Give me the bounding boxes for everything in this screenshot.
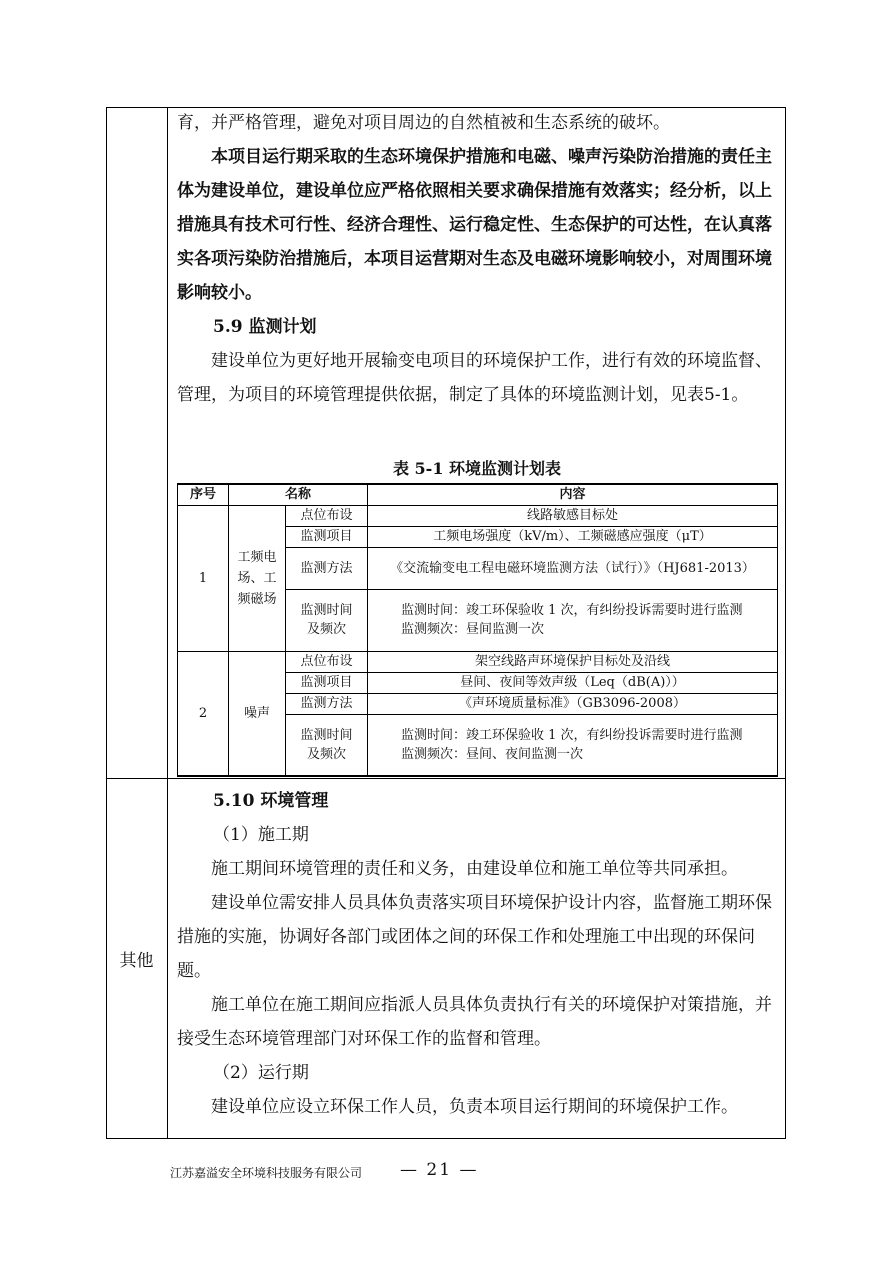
row2-freq: 监测频次：昼间、夜间监测一次 bbox=[401, 746, 584, 762]
subheading-construction: （1）施工期 bbox=[213, 825, 309, 845]
subheading-operation: （2）运行期 bbox=[213, 1063, 309, 1083]
row1-key: 监测方法 bbox=[286, 547, 368, 589]
column-divider bbox=[167, 107, 168, 1139]
row2-key: 监测项目 bbox=[286, 672, 368, 693]
row2-key: 监测方法 bbox=[286, 693, 368, 714]
row2-name: 噪声 bbox=[229, 651, 286, 776]
table-title: 表 5-1 环境监测计划表 bbox=[392, 459, 562, 478]
row1-value bbox=[368, 589, 778, 651]
footer-company: 江苏嘉溢安全环境科技服务有限公司 bbox=[170, 1166, 363, 1180]
table-row bbox=[178, 505, 778, 526]
row1-key: 点位布设 bbox=[286, 505, 368, 526]
monitoring-table bbox=[177, 483, 778, 777]
header-content: 内容 bbox=[368, 484, 778, 505]
table-row bbox=[178, 651, 778, 672]
header-name: 名称 bbox=[229, 484, 368, 505]
row2-value: 昼间、夜间等效声级（Leq（dB(A)）） bbox=[368, 672, 778, 693]
row1-value: 线路敏感目标处 bbox=[368, 505, 778, 526]
row1-freq: 监测频次：昼间监测一次 bbox=[401, 622, 545, 637]
heading-5-9: 5.9 监测计划 bbox=[213, 317, 317, 337]
continued-line: 育，并严格管理，避免对项目周边的自然植被和生态系统的破坏。 bbox=[177, 113, 670, 133]
monitoring-paragraph: 建设单位为更好地开展输变电项目的环境保护工作，进行有效的环境监督、管理，为项目的环境管理提供依据，制定了具体的环境监测计划，见表5-1。 bbox=[177, 351, 772, 405]
row2-key: 点位布设 bbox=[286, 651, 368, 672]
table-header-row bbox=[178, 484, 778, 505]
row2-value: 《声环境质量标准》（GB3096-2008） bbox=[368, 693, 778, 714]
section-divider bbox=[106, 778, 786, 779]
top-section bbox=[177, 106, 777, 412]
row2-time: 监测时间：竣工环保验收 1 次，有纠纷投诉需要时进行监测 bbox=[401, 727, 743, 743]
row1-time: 监测时间：竣工环保验收 1 次，有纠纷投诉需要时进行监测 bbox=[401, 603, 743, 618]
paragraph: 施工期间环境管理的责任和义务，由建设单位和施工单位等共同承担。 bbox=[211, 859, 738, 879]
row1-no: 1 bbox=[178, 505, 229, 651]
paragraph: 建设单位应设立环保工作人员，负责本项目运行期间的环境保护工作。 bbox=[211, 1097, 738, 1117]
heading-5-10: 5.10 环境管理 bbox=[213, 791, 329, 811]
row2-no: 2 bbox=[178, 651, 229, 776]
row2-key: 监测时间及频次 bbox=[286, 714, 368, 776]
row2-value bbox=[368, 714, 778, 776]
page-number: — 21 — bbox=[400, 1160, 479, 1180]
side-label-other: 其他 bbox=[119, 951, 154, 971]
row1-value: 《交流输变电工程电磁环境监测方法（试行）》（HJ681-2013） bbox=[368, 547, 778, 589]
row1-name: 工频电场、工频磁场 bbox=[229, 505, 286, 651]
row2-value: 架空线路声环境保护目标处及沿线 bbox=[368, 651, 778, 672]
row1-key: 监测时间及频次 bbox=[286, 589, 368, 651]
paragraph: 施工单位在施工期间应指派人员具体负责执行有关的环境保护对策措施，并接受生态环境管理部门对环保工作的监督和管理。 bbox=[177, 995, 772, 1049]
row1-value: 工频电场强度（kV/m）、工频磁感应强度（μT） bbox=[368, 526, 778, 547]
bottom-section bbox=[177, 784, 777, 1124]
row1-key: 监测项目 bbox=[286, 526, 368, 547]
paragraph: 建设单位需安排人员具体负责落实项目环境保护设计内容，监督施工期环保措施的实施，协调好各部门或团体之间的环保工作和处理施工中出现的环保问题。 bbox=[177, 893, 772, 981]
bold-conclusion: 本项目运行期采取的生态环境保护措施和电磁、噪声污染防治措施的责任主体为建设单位，建设单位应严格依照相关要求确保措施有效落实；经分析，以上措施具有技术可行性、经济合理性、运行稳定性、生态保护的可达性，在认真落实各项污染防治措施后，本项目运营期对生态及电磁环境影响较小，对周围环境影响较小。 bbox=[177, 147, 772, 303]
header-no: 序号 bbox=[178, 484, 229, 505]
